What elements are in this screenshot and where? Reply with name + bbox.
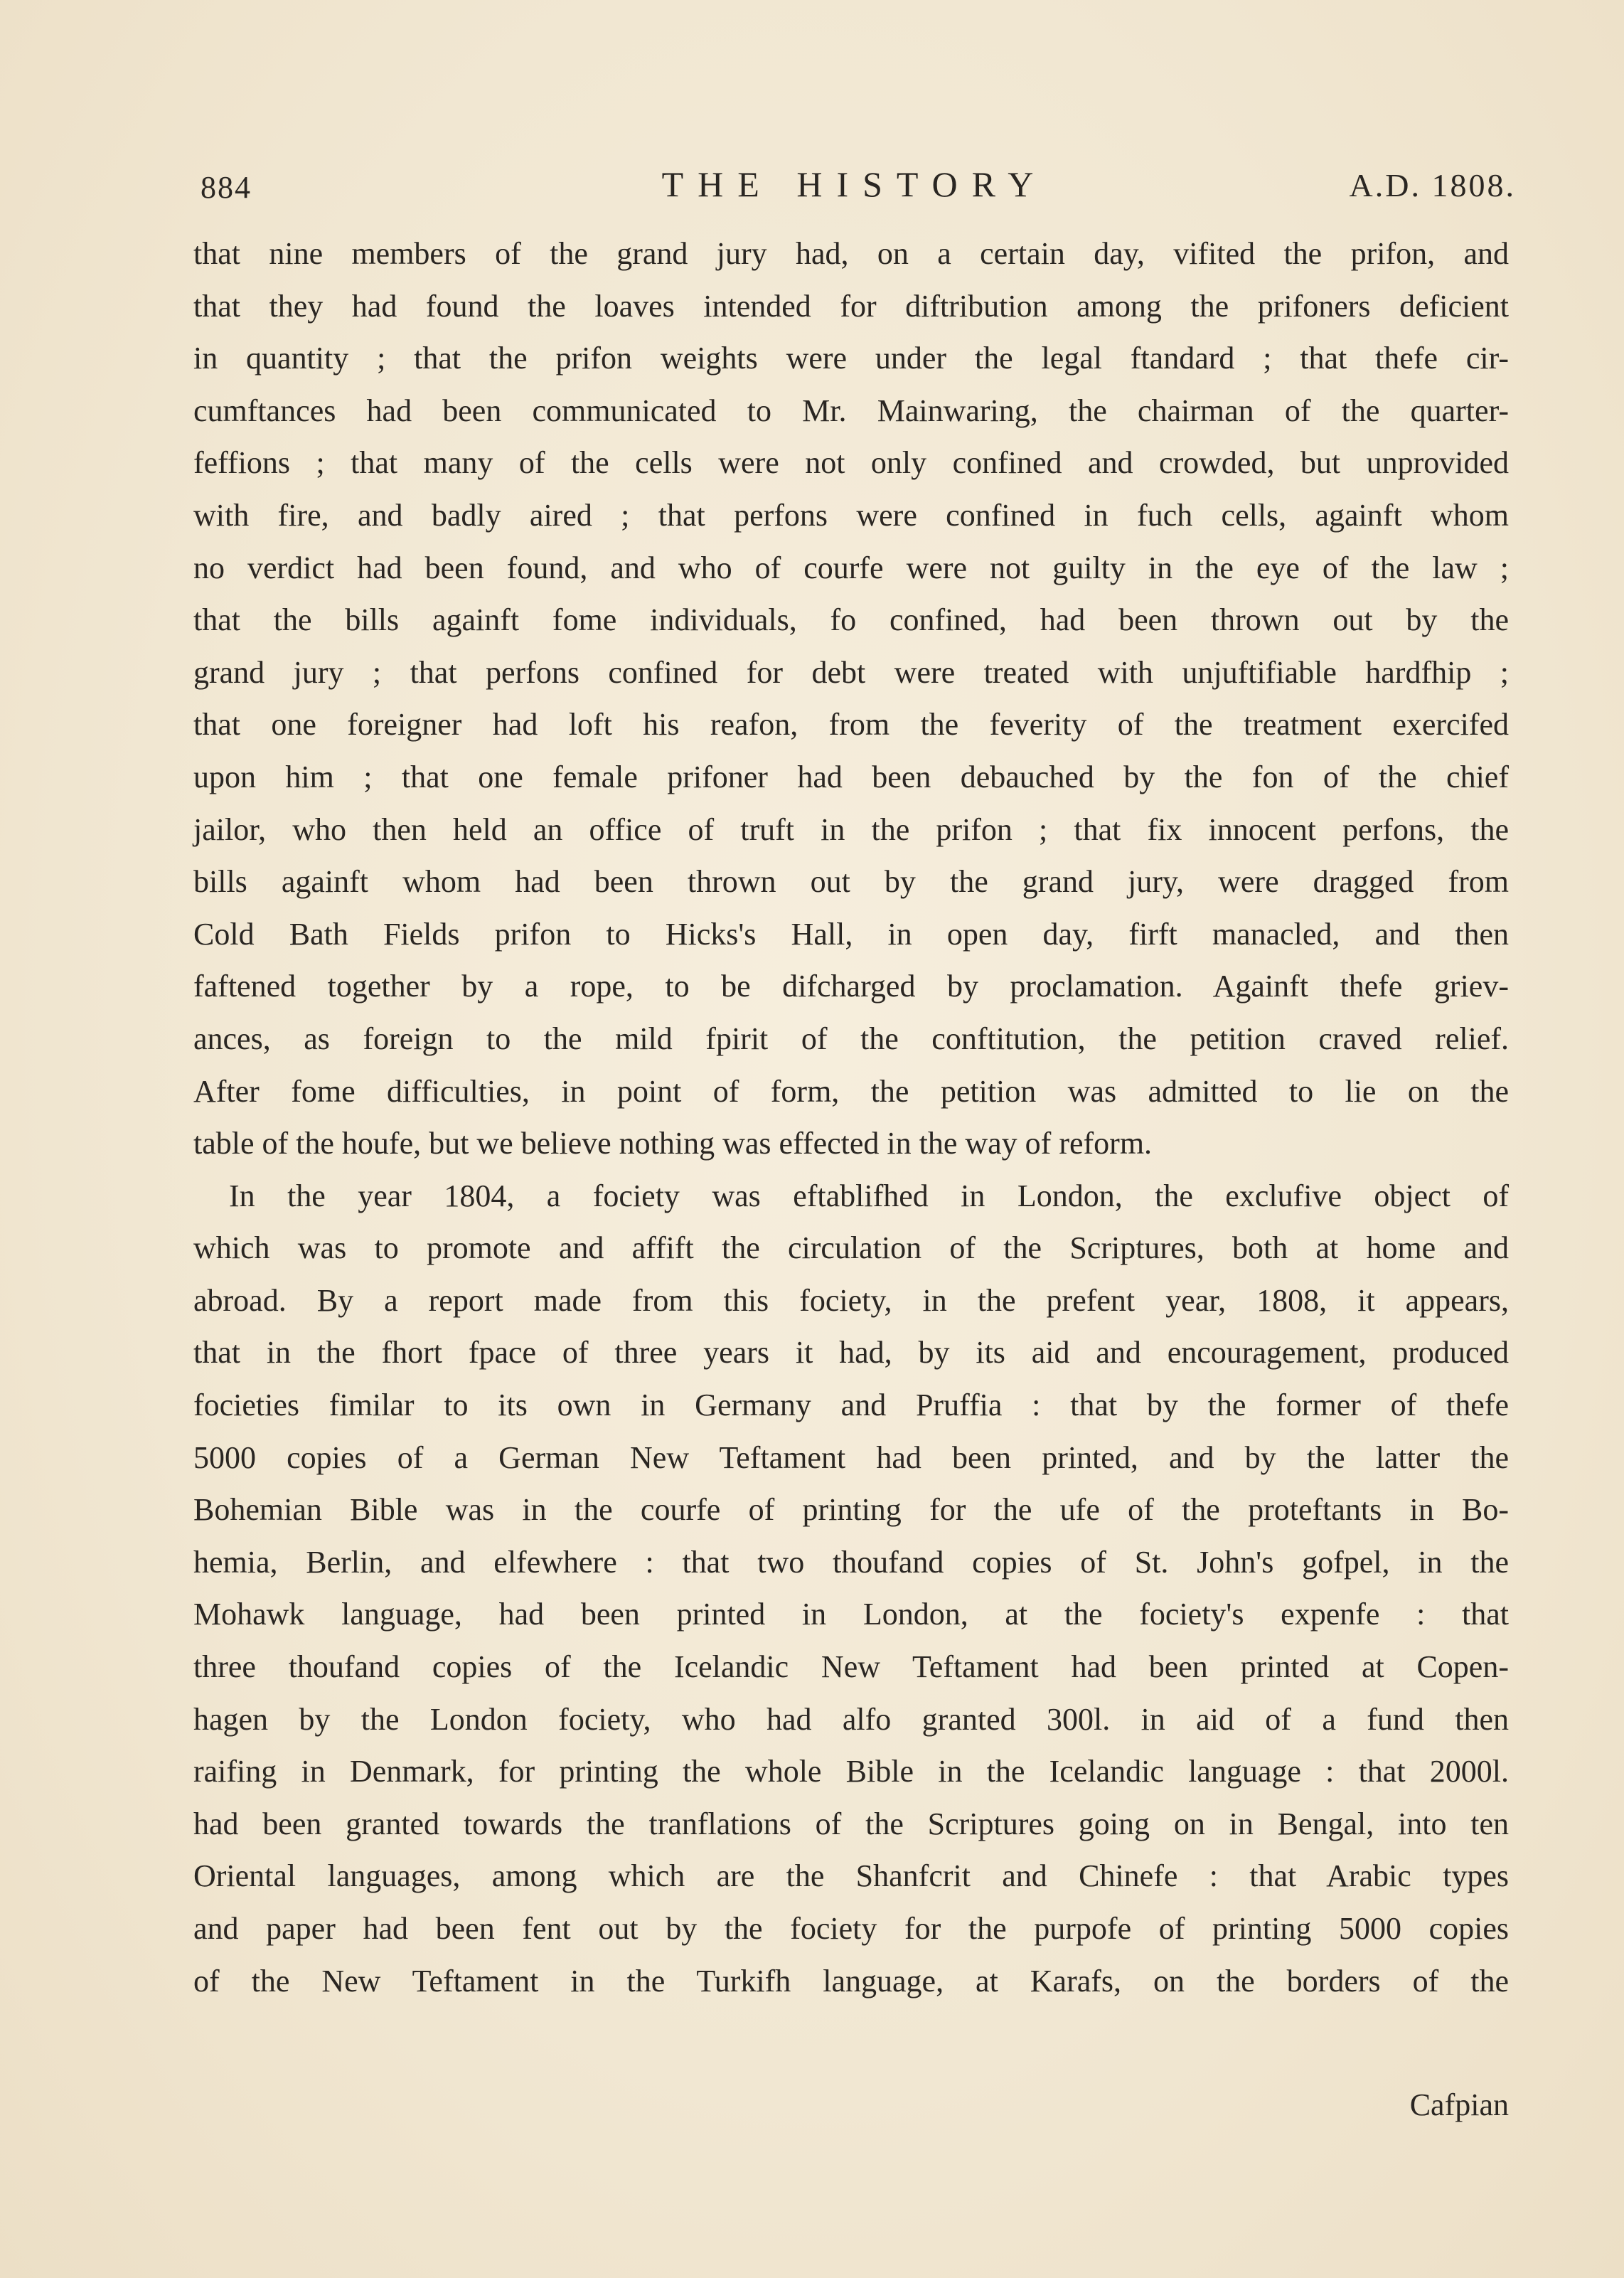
text-line: After fome difficulties, in point of form, the petition was admitted to lie on the [193,1073,1509,1109]
text-line: and paper had been fent out by the fociety for the purpofe of printing 5000 copies [193,1911,1509,1946]
text-line: of the New Teftament in the Turkifh language, at Karafs, on the borders of the [193,1963,1509,1998]
text-line: bills againft whom had been thrown out by the grand jury, were dragged from [193,864,1509,900]
paragraph-end-line: table of the houfe, but we believe nothing was effected in the way of reform. [193,1126,1153,1161]
paragraph-start-line: In the year 1804, a fociety was eftablifhed in London, the exclufive object of [229,1178,1509,1213]
text-line: that they had found the loaves intended for diftribution among the prifoners deficient [193,288,1509,324]
text-line: which was to promote and affift the circulation of the Scriptures, both at home and [193,1230,1509,1266]
text-line: Mohawk language, had been printed in London, at the fociety's expenfe : that [193,1597,1509,1632]
page-header [193,158,1516,208]
text-line: ances, as foreign to the mild fpirit of the conftitution, the petition craved relief. [193,1021,1509,1056]
text-line: with fire, and badly aired ; that perfons were confined in fuch cells, againft whom [193,497,1509,533]
text-line: that nine members of the grand jury had, on a certain day, vifited the prifon, and [193,236,1509,271]
text-line: in quantity ; that the prifon weights were under the legal ftandard ; that thefe cir- [193,341,1509,376]
text-line: feffions ; that many of the cells were not only confined and crowded, but unprovided [193,445,1509,481]
text-line: focieties fimilar to its own in Germany and Pruffia : that by the former of thefe [193,1388,1509,1423]
text-line: three thoufand copies of the Icelandic New Teftament had been printed at Copen- [193,1649,1509,1685]
text-line: had been granted towards the tranflations of the Scriptures going on in Bengal, into ten [193,1806,1509,1841]
year-marker: A.D. 1808. [1349,167,1516,203]
text-line: cumftances had been communicated to Mr. Mainwaring, the chairman of the quarter- [193,393,1509,428]
text-line: Oriental languages, among which are the Shanfcrit and Chinefe : that Arabic types [193,1858,1509,1894]
text-line: Bohemian Bible was in the courfe of printing for the ufe of the proteftants in Bo- [193,1492,1509,1528]
text-line: 5000 copies of a German New Teftament had been printed, and by the latter the [193,1439,1509,1475]
text-line: that the bills againft fome individuals, fo confined, had been thrown out by the [193,602,1509,638]
text-line: raifing in Denmark, for printing the whole Bible in the Icelandic language : that 2000l. [193,1754,1509,1789]
text-line: Cold Bath Fields prifon to Hicks's Hall, in open day, firft manacled, and then [193,916,1509,952]
text-line: hemia, Berlin, and elfewhere : that two thoufand copies of St. John's gofpel, in the [193,1544,1509,1580]
text-line: hagen by the London fociety, who had alfo granted 300l. in aid of a fund then [193,1701,1509,1737]
text-line: upon him ; that one female prifoner had been debauched by the fon of the chief [193,759,1509,794]
catchword: Cafpian [1409,2087,1509,2122]
text-line: no verdict had been found, and who of courfe were not guilty in the eye of the law ; [193,550,1509,585]
text-line: that in the fhort fpace of three years it had, by its aid and encouragement, produced [193,1335,1509,1370]
text-line: faftened together by a rope, to be difcharged by proclamation. Againft thefe griev- [193,969,1509,1004]
text-line: grand jury ; that perfons confined for debt were treated with unjuftifiable hardfhip ; [193,654,1509,690]
text-line: jailor, who then held an office of truft in the prifon ; that fix innocent perfons, the [193,811,1509,847]
text-line: that one foreigner had loft his reafon, from the feverity of the treatment exercifed [193,707,1509,743]
text-line: abroad. By a report made from this fociety, in the prefent year, 1808, it appears, [193,1282,1509,1318]
page-number: 884 [201,170,252,205]
running-title: THE HISTORY [661,164,1048,204]
body-text [193,228,1509,2007]
